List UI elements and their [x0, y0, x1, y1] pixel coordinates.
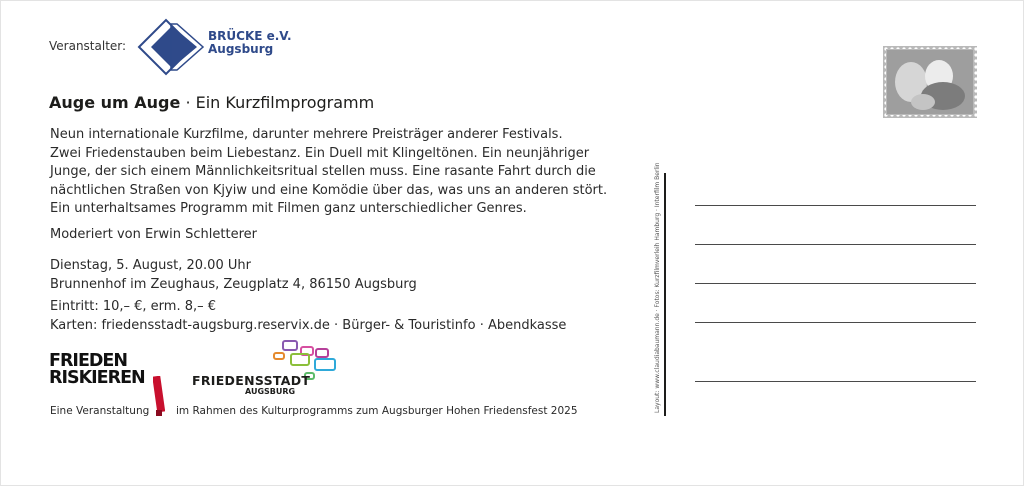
program-title-rest: Ein Kurzfilmprogramm — [195, 93, 375, 112]
organizer-label: Veranstalter: — [49, 39, 127, 53]
address-line — [695, 322, 976, 323]
address-line — [695, 283, 976, 284]
description-line: Junge, der sich einem Männlichkeitsritual stellen muss. Eine rasante Fahrt durch die — [50, 164, 596, 179]
bruecke-logo-icon — [137, 18, 205, 76]
program-title-bold: Auge um Auge — [49, 93, 181, 112]
friedensstadt-logo: FRIEDENSSTADT — [192, 373, 311, 388]
program-title-separator: · — [180, 93, 196, 112]
description-line: nächtlichen Straßen von Kjyiw und eine Komödie über das, was uns an anderen stört. — [50, 182, 608, 198]
event-tickets: Karten: friedensstadt-augsburg.reservix.de · Bürger- & Touristinfo · Abendkasse — [50, 317, 567, 333]
event-date: Dienstag, 5. August, 20.00 Uhr — [50, 258, 251, 273]
program-title — [49, 93, 374, 112]
layout-credit: Layout: www.claudiabaumann.de · Fotos: Kurzfilmverleih Hamburg · Interfilm Berlin — [654, 162, 661, 413]
event-admission: Eintritt: 10,– €, erm. 8,– € — [50, 299, 217, 314]
description-line: Zwei Friedenstauben beim Liebestanz. Ein Duell mit Klingeltönen. Ein neunjähriger — [50, 145, 590, 161]
frieden-riskieren-logo — [49, 353, 145, 387]
frieden-logo-line2: RISKIEREN — [49, 368, 145, 388]
moderator-text: Moderiert von Erwin Schletterer — [50, 227, 257, 242]
red-pin-icon — [153, 376, 165, 416]
description-line: Neun internationale Kurzfilme, darunter mehrere Preisträger anderer Festivals. — [50, 127, 563, 142]
program-description — [50, 126, 640, 219]
organizer-name — [208, 30, 292, 56]
description-line: Ein unterhaltsames Programm mit Filmen ganz unterschiedlicher Genres. — [50, 201, 527, 216]
event-info — [50, 257, 566, 335]
address-line — [695, 244, 976, 245]
footer-right-text: im Rahmen des Kulturprogramms zum Augsburger Hohen Friedensfest 2025 — [176, 405, 578, 417]
address-line — [695, 205, 976, 206]
stamp-icon — [883, 46, 977, 118]
organizer-name-line2: Augsburg — [208, 42, 274, 56]
address-line — [695, 381, 976, 382]
frieden-logo-line1: FRIEDEN — [49, 351, 128, 371]
event-location: Brunnenhof im Zeughaus, Zeugplatz 4, 86150 Augsburg — [50, 276, 417, 292]
footer-left-text: Eine Veranstaltung — [50, 405, 150, 417]
organizer-name-line1: BRÜCKE e.V. — [208, 29, 292, 43]
friedensstadt-logo-sub: AUGSBURG — [245, 387, 296, 396]
postcard-divider — [664, 173, 666, 416]
